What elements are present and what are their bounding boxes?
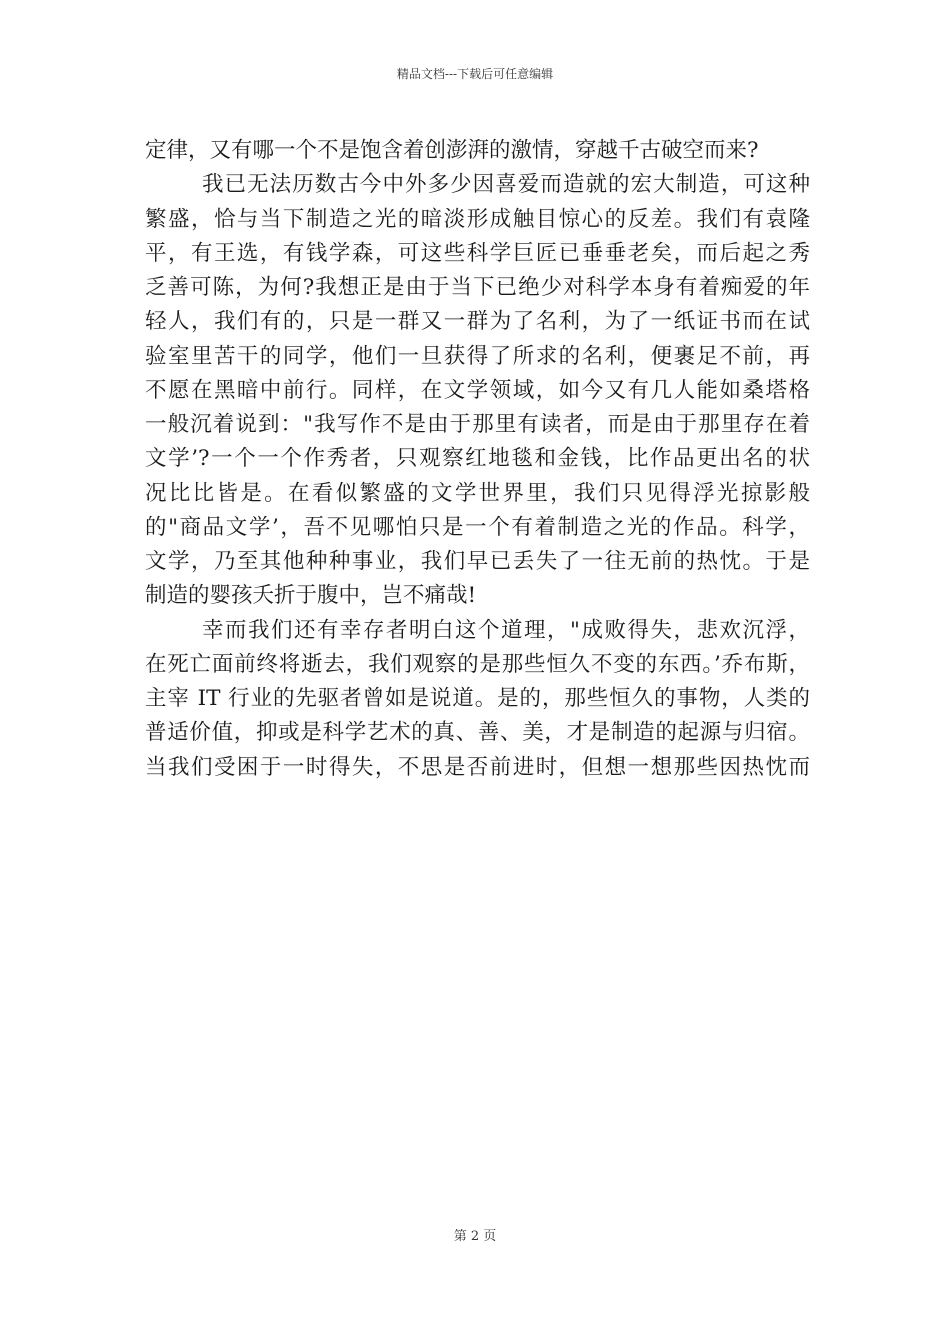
paragraph-first-line: 我已无法历数古今中外多少因喜爱而造就的宏大制造，可这种	[202, 172, 810, 198]
text-line: 验室里苦干的同学，他们一旦获得了所求的名利，便裹足不前，再	[145, 343, 810, 369]
text-line: 轻人，我们有的，只是一群又一群为了名利，为了一纸证书而在试	[145, 309, 810, 335]
text-line: 文学’?一个一个作秀者，只观察红地毯和金钱，比作品更出名的状	[145, 446, 810, 472]
text-line: 乏善可陈，为何?我想正是由于当下已绝少对科学本身有着痴爱的年	[145, 275, 810, 300]
text-line: 主宰 IT 行业的先驱者曾如是说道。是的，那些恒久的事物，人类的	[145, 686, 810, 711]
text-line: 普适价值，抑或是科学艺术的真、善、美，才是制造的起源与归宿。	[145, 720, 810, 746]
text-line: 当我们受困于一时得失，不思是否前进时，但想一想那些因热忱而	[145, 754, 810, 780]
text-line: 平，有王选，有钱学森，可这些科学巨匠已垂垂老矣，而后起之秀	[145, 240, 810, 266]
text-line: 一般沉着说到："我写作不是由于那里有读者，而是由于那里存在着	[145, 412, 810, 437]
text-line: 的"商品文学’，吾不见哪怕只是一个有着制造之光的作品。科学，	[145, 514, 810, 540]
text-line: 在死亡面前终将逝去，我们观察的是那些恒久不变的东西。’乔布斯，	[145, 651, 810, 677]
page-number: 第 2 页	[453, 1229, 497, 1244]
text-line: 文学，乃至其他种种事业，我们早已丢失了一往无前的热忱。于是	[145, 549, 810, 574]
paragraph-last-line: 制造的婴孩夭折于腹中，岂不痛哉!	[145, 583, 477, 609]
paragraph-first-line: 幸而我们还有幸存者明白这个道理，"成败得失，悲欢沉浮，	[202, 617, 810, 643]
page-header: 精品文档---下载后可任意编辑	[396, 67, 554, 81]
document-body	[145, 134, 810, 785]
text-line: 况比比皆是。在看似繁盛的文学世界里，我们只见得浮光掠影般	[145, 480, 810, 506]
text-line: 定律，又有哪一个不是饱含着创澎湃的激情，穿越千古破空而来?	[145, 138, 759, 163]
text-line: 繁盛，恰与当下制造之光的暗淡形成触目惊心的反差。我们有袁隆	[145, 206, 810, 232]
text-line: 不愿在黑暗中前行。同样，在文学领域，如今又有几人能如桑塔格	[145, 377, 810, 403]
